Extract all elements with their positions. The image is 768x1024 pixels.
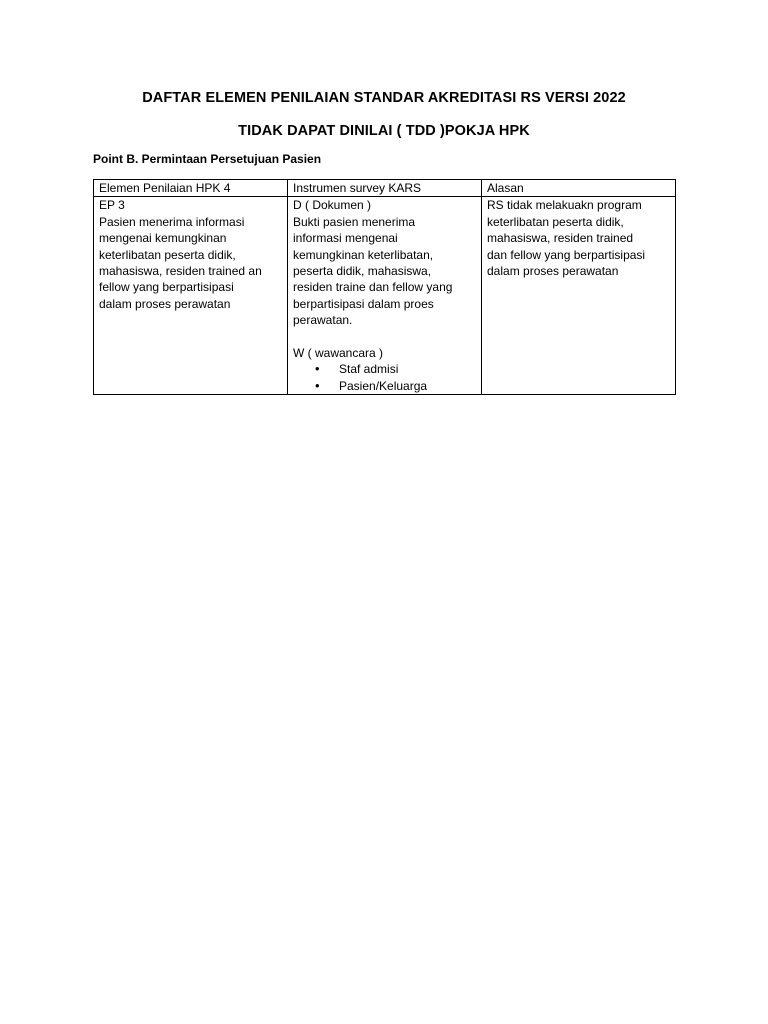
document-text-line: informasi mengenai — [293, 231, 398, 246]
element-text-line: fellow yang berpartisipasi — [99, 280, 234, 295]
list-item: • Pasien/Keluarga — [339, 378, 476, 394]
column-header-instrument: Instrumen survey KARS — [288, 180, 482, 197]
element-text-line: keterlibatan peserta didik, — [99, 247, 236, 262]
document-title: DAFTAR ELEMEN PENILAIAN STANDAR AKREDITASI RS VERSI 2022 — [142, 90, 626, 106]
reason-text-line: mahasiswa, residen trained — [487, 231, 634, 246]
table-header-row — [94, 180, 676, 197]
reason-text-line: dan fellow yang berpartisipasi — [487, 247, 646, 262]
element-code: EP 3 — [99, 198, 125, 213]
document-subtitle: TIDAK DAPAT DINILAI ( TDD )POKJA HPK — [238, 123, 530, 139]
document-text-line: perawatan. — [293, 313, 353, 328]
spacer — [293, 329, 476, 345]
element-cell — [94, 197, 288, 395]
document-text-line: Bukti pasien menerima — [293, 214, 416, 229]
interview-label: W ( wawancara ) — [293, 346, 384, 361]
document-label: D ( Dokumen ) — [293, 198, 372, 213]
reason-text-line: dalam proses perawatan — [487, 264, 619, 279]
list-item: • Staf admisi — [339, 361, 476, 377]
instrument-cell — [288, 197, 482, 395]
element-text-line: mengenai kemungkinan — [99, 231, 227, 246]
reason-text-line: RS tidak melakuakn program — [487, 198, 642, 213]
reason-cell — [482, 197, 676, 395]
element-text-line: Pasien menerima informasi — [99, 214, 245, 229]
document-text-line: berpartisipasi dalam proes — [293, 296, 434, 311]
section-heading: Point B. Permintaan Persetujuan Pasien — [93, 152, 322, 166]
document-text-line: kemungkinan keterlibatan, — [293, 247, 434, 262]
interview-list — [293, 361, 476, 394]
element-text-line: dalam proses perawatan — [99, 296, 231, 311]
assessment-table — [93, 179, 676, 395]
reason-text-line: keterlibatan peserta didik, — [487, 214, 624, 229]
table-row — [94, 197, 676, 395]
document-text-line: peserta didik, mahasiswa, — [293, 264, 432, 279]
element-text-line: mahasiswa, residen trained an — [99, 264, 262, 279]
document-text-line: residen traine dan fellow yang — [293, 280, 453, 295]
column-header-reason: Alasan — [482, 180, 676, 197]
column-header-element: Elemen Penilaian HPK 4 — [94, 180, 288, 197]
